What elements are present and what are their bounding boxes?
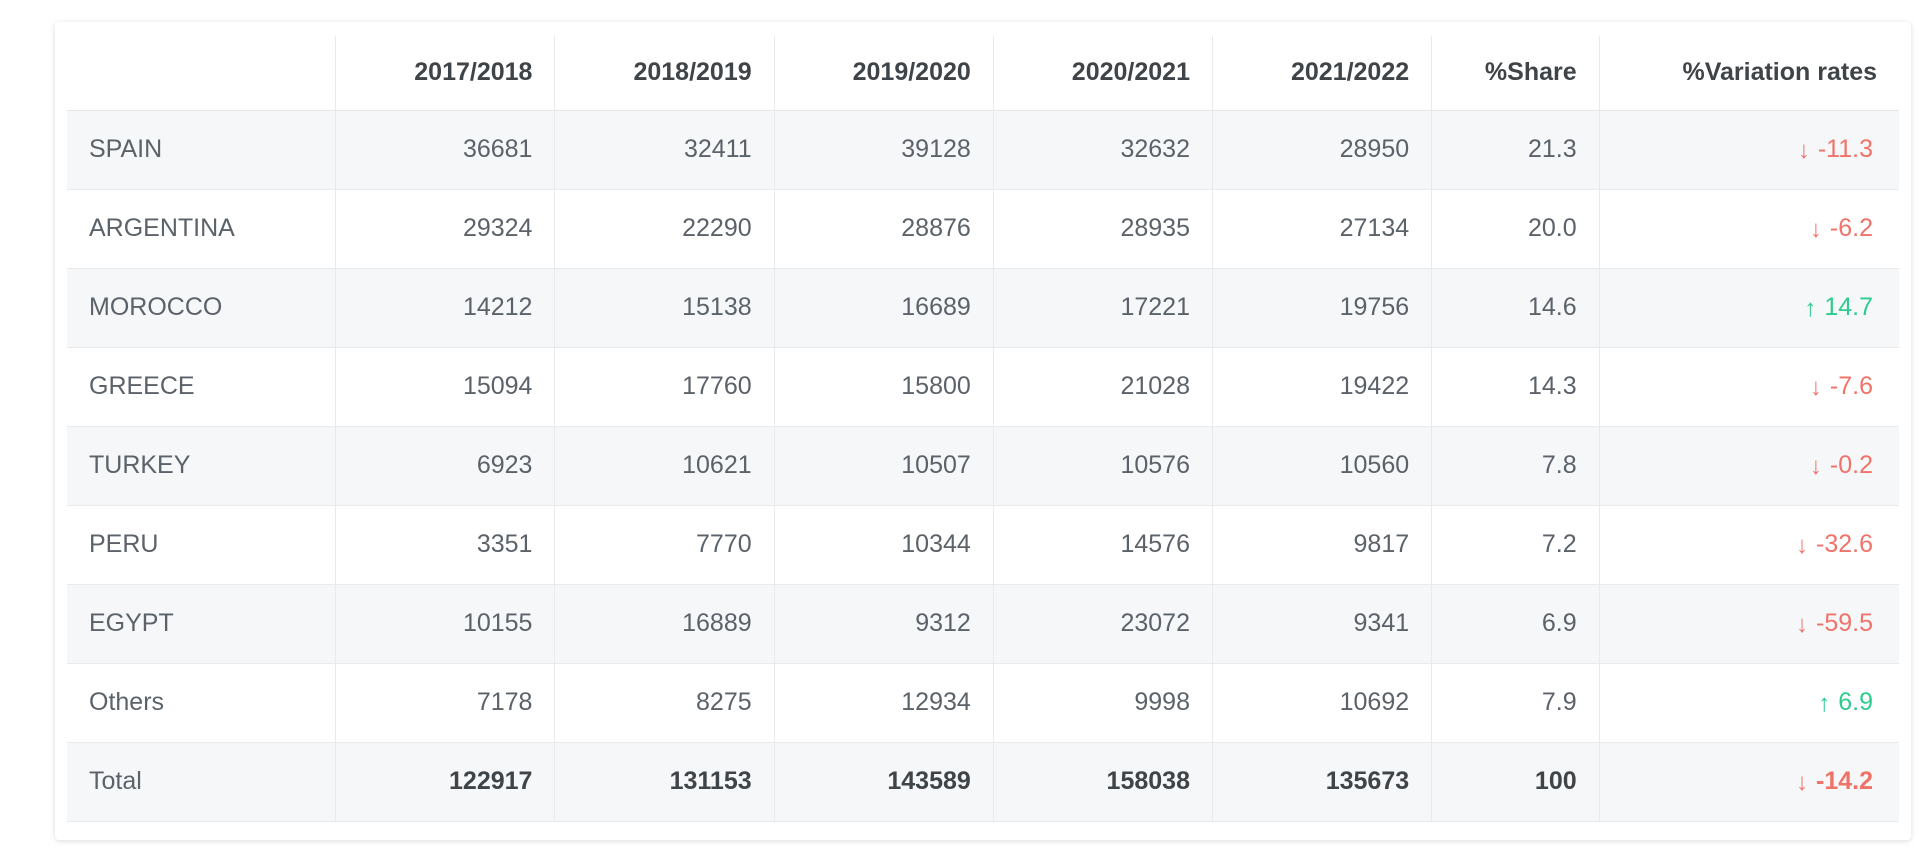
arrow-up-icon: ↑ — [1804, 294, 1817, 322]
row-country: EGYPT — [67, 584, 336, 663]
cell-share: 7.8 — [1432, 426, 1599, 505]
cell-2020-2021: 32632 — [993, 110, 1212, 189]
cell-2021-2022: 19422 — [1212, 347, 1431, 426]
column-header-variation-rates: %Variation rates — [1599, 36, 1899, 110]
arrow-down-icon: ↓ — [1797, 136, 1810, 164]
column-header-2021-2022: 2021/2022 — [1212, 36, 1431, 110]
column-header-2018-2019: 2018/2019 — [555, 36, 774, 110]
cell-share: 7.9 — [1432, 663, 1599, 742]
arrow-down-icon: ↓ — [1809, 215, 1822, 243]
arrow-up-icon: ↑ — [1818, 689, 1831, 717]
table-row — [67, 663, 1899, 742]
cell-variation — [1599, 110, 1899, 189]
variation-value: 14.7 — [1824, 292, 1873, 321]
arrow-down-icon: ↓ — [1809, 452, 1822, 480]
table-row — [67, 268, 1899, 347]
cell-2017-2018: 7178 — [336, 663, 555, 742]
column-header-2019-2020: 2019/2020 — [774, 36, 993, 110]
cell-2020-2021: 17221 — [993, 268, 1212, 347]
cell-share: 100 — [1432, 742, 1599, 821]
table-header — [67, 36, 1899, 110]
cell-2018-2019: 8275 — [555, 663, 774, 742]
row-country: TURKEY — [67, 426, 336, 505]
cell-share: 14.3 — [1432, 347, 1599, 426]
column-header-2020-2021: 2020/2021 — [993, 36, 1212, 110]
cell-2021-2022: 10692 — [1212, 663, 1431, 742]
cell-variation — [1599, 584, 1899, 663]
cell-2019-2020: 15800 — [774, 347, 993, 426]
cell-2018-2019: 15138 — [555, 268, 774, 347]
variation-value: -11.3 — [1817, 134, 1873, 163]
cell-variation — [1599, 742, 1899, 821]
cell-2019-2020: 9312 — [774, 584, 993, 663]
column-header-country — [67, 36, 336, 110]
cell-2019-2020: 12934 — [774, 663, 993, 742]
cell-2019-2020: 10507 — [774, 426, 993, 505]
table-card — [55, 22, 1911, 840]
cell-variation — [1599, 268, 1899, 347]
cell-2017-2018: 29324 — [336, 189, 555, 268]
cell-2019-2020: 16689 — [774, 268, 993, 347]
cell-2020-2021: 23072 — [993, 584, 1212, 663]
table-row — [67, 584, 1899, 663]
cell-2021-2022: 10560 — [1212, 426, 1431, 505]
row-country: PERU — [67, 505, 336, 584]
table-body — [67, 110, 1899, 821]
cell-2019-2020: 10344 — [774, 505, 993, 584]
table-row — [67, 110, 1899, 189]
variation-value: -59.5 — [1816, 608, 1873, 637]
header-row — [67, 36, 1899, 110]
cell-2019-2020: 143589 — [774, 742, 993, 821]
cell-2019-2020: 28876 — [774, 189, 993, 268]
variation-value: -0.2 — [1829, 450, 1873, 479]
cell-2020-2021: 10576 — [993, 426, 1212, 505]
data-table — [67, 36, 1899, 822]
cell-2018-2019: 22290 — [555, 189, 774, 268]
cell-variation — [1599, 505, 1899, 584]
row-country: GREECE — [67, 347, 336, 426]
cell-2018-2019: 10621 — [555, 426, 774, 505]
cell-2021-2022: 19756 — [1212, 268, 1431, 347]
cell-2020-2021: 14576 — [993, 505, 1212, 584]
column-header-2017-2018: 2017/2018 — [336, 36, 555, 110]
cell-variation — [1599, 426, 1899, 505]
cell-2020-2021: 28935 — [993, 189, 1212, 268]
table-row — [67, 347, 1899, 426]
row-country: MOROCCO — [67, 268, 336, 347]
cell-variation — [1599, 663, 1899, 742]
arrow-down-icon: ↓ — [1796, 768, 1809, 796]
cell-variation — [1599, 347, 1899, 426]
arrow-down-icon: ↓ — [1796, 610, 1809, 638]
cell-2017-2018: 15094 — [336, 347, 555, 426]
arrow-down-icon: ↓ — [1809, 373, 1822, 401]
variation-value: -7.6 — [1829, 371, 1873, 400]
row-country: ARGENTINA — [67, 189, 336, 268]
cell-2017-2018: 122917 — [336, 742, 555, 821]
cell-share: 14.6 — [1432, 268, 1599, 347]
column-header-share: %Share — [1432, 36, 1599, 110]
table-row-total — [67, 742, 1899, 821]
cell-2021-2022: 28950 — [1212, 110, 1431, 189]
cell-share: 20.0 — [1432, 189, 1599, 268]
cell-2021-2022: 9341 — [1212, 584, 1431, 663]
cell-2018-2019: 131153 — [555, 742, 774, 821]
variation-value: -6.2 — [1829, 213, 1873, 242]
cell-2021-2022: 27134 — [1212, 189, 1431, 268]
row-country: Total — [67, 742, 336, 821]
variation-value: -32.6 — [1816, 529, 1873, 558]
arrow-down-icon: ↓ — [1796, 531, 1809, 559]
cell-2020-2021: 9998 — [993, 663, 1212, 742]
cell-2020-2021: 21028 — [993, 347, 1212, 426]
table-row — [67, 505, 1899, 584]
cell-2017-2018: 14212 — [336, 268, 555, 347]
variation-value: 6.9 — [1838, 687, 1873, 716]
cell-2017-2018: 10155 — [336, 584, 555, 663]
cell-2018-2019: 17760 — [555, 347, 774, 426]
cell-2020-2021: 158038 — [993, 742, 1212, 821]
cell-2018-2019: 7770 — [555, 505, 774, 584]
cell-2019-2020: 39128 — [774, 110, 993, 189]
row-country: SPAIN — [67, 110, 336, 189]
cell-2017-2018: 6923 — [336, 426, 555, 505]
cell-share: 21.3 — [1432, 110, 1599, 189]
cell-2017-2018: 3351 — [336, 505, 555, 584]
table-row — [67, 426, 1899, 505]
cell-2017-2018: 36681 — [336, 110, 555, 189]
cell-share: 7.2 — [1432, 505, 1599, 584]
cell-variation — [1599, 189, 1899, 268]
cell-share: 6.9 — [1432, 584, 1599, 663]
cell-2021-2022: 135673 — [1212, 742, 1431, 821]
cell-2018-2019: 16889 — [555, 584, 774, 663]
cell-2021-2022: 9817 — [1212, 505, 1431, 584]
cell-2018-2019: 32411 — [555, 110, 774, 189]
table-row — [67, 189, 1899, 268]
variation-value: -14.2 — [1816, 766, 1873, 795]
row-country: Others — [67, 663, 336, 742]
